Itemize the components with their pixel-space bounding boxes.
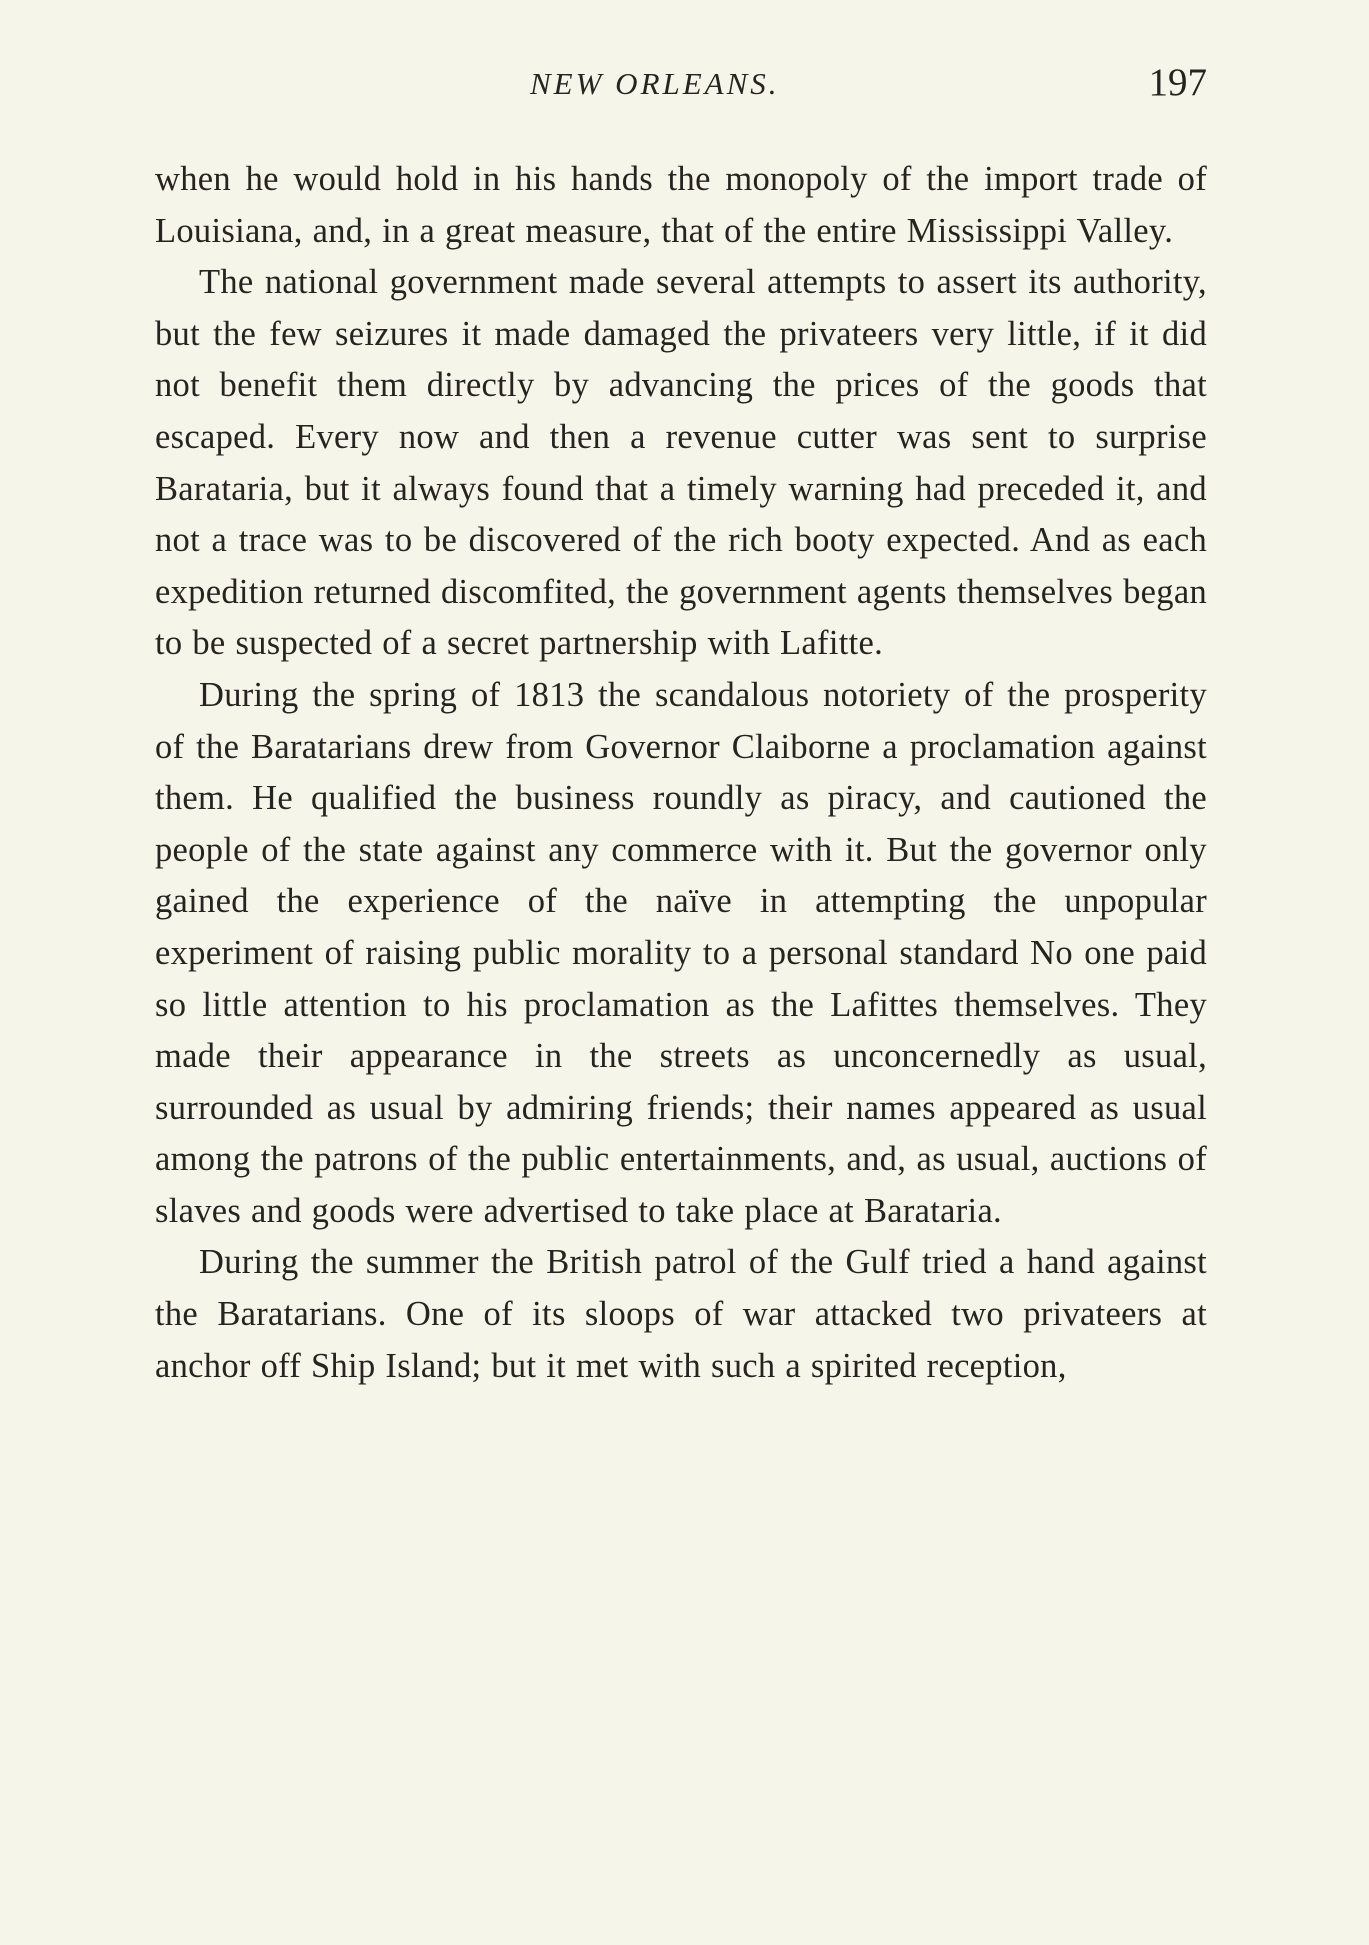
paragraph-government-attempts: The national government made several attempts to assert its authority, but the few seizures it made damaged the privateers very little, if it did not benefit them directly by advancing the prices of the goods that escaped. Every now and then a revenue cutter was sent to surprise Barataria, but it always found that a timely warning had preceded it, and not a trace was to be discovered of the rich booty expected. And as each expedition returned discomfited, the government agents themselves began to be suspected of a secret partnership with Lafitte. xyxy=(155,263,1207,663)
page-number: 197 xyxy=(1148,61,1207,104)
body-text xyxy=(155,154,1207,1392)
paragraph-continued: when he would hold in his hands the monopoly of the import trade of Louisiana, and, in a great measure, that of the entire Mississippi Valley. xyxy=(155,160,1207,250)
running-title: NEW ORLEANS. xyxy=(530,66,780,101)
book-page xyxy=(155,58,1207,1392)
running-header xyxy=(155,58,1207,118)
paragraph-spring-1813: During the spring of 1813 the scandalous notoriety of the prosperity of the Baratarians drew from Governor Claiborne a proclamation against them. He qualified the business roundly as piracy, and cautioned the people of the state against any commerce with it. But the governor only gained the experience of the naïve in attempting the unpopular experiment of raising public morality to a personal standard No one paid so little attention to his proclamation as the Lafittes themselves. They made their appearance in the streets as unconcernedly as usual, surrounded as usual by admiring friends; their names appeared as usual among the patrons of the public entertainments, and, as usual, auctions of slaves and goods were advertised to take place at Barataria. xyxy=(155,675,1207,1230)
paragraph-british-patrol: During the summer the British patrol of the Gulf tried a hand against the Baratarians. One of its sloops of war attacked two privateers at anchor off Ship Island; but it met with such a spirited reception, xyxy=(155,1243,1207,1385)
